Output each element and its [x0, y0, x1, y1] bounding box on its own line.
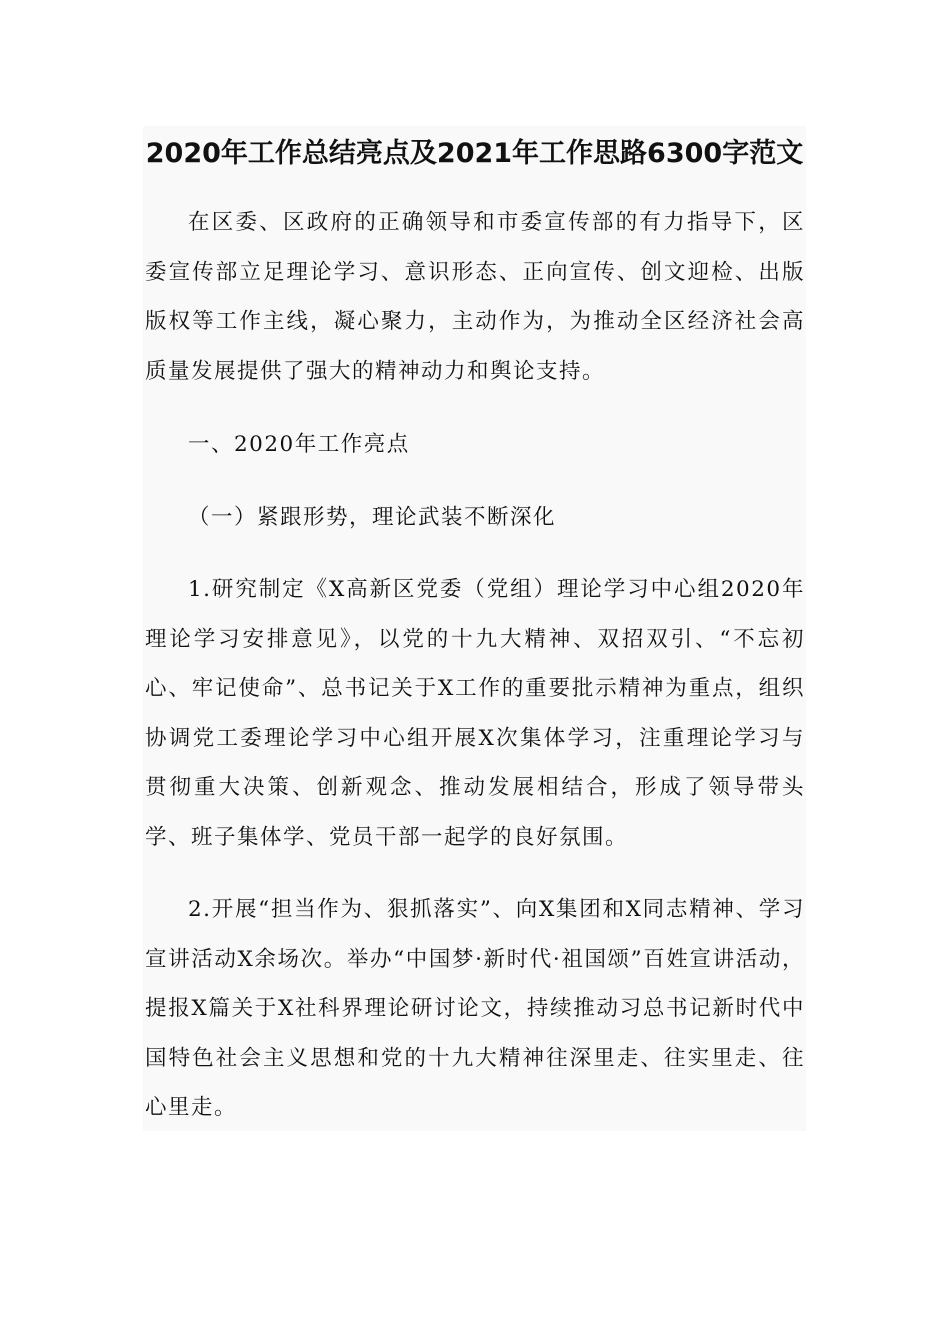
section-heading: 一、2020年工作亮点	[188, 432, 410, 457]
document-title: 2020年工作总结亮点及2021年工作思路6300字范文	[145, 138, 804, 169]
list-item-paragraph-2: 2.开展“担当作为、狠抓落实”、向X集团和X同志精神、学习宣讲活动X余场次。举办“中国梦·新时代·祖国颂”百姓宣讲活动，提报X篇关于X社科界理论研讨论文，持续推动习总书记新时代中国特色社会主义思想和党的十九大精神往深里走、往实里走、往心里走。	[145, 897, 805, 1120]
subsection-heading: （一）紧跟形势，理论武装不断深化	[188, 505, 557, 530]
intro-paragraph: 在区委、区政府的正确领导和市委宣传部的有力指导下，区委宣传部立足理论学习、意识形态、正向宣传、创文迎检、出版版权等工作主线，凝心聚力，主动作为，为推动全区经济社会高质量发展提供了强大的精神动力和舆论支持。	[145, 210, 805, 384]
list-item-paragraph-1: 1.研究制定《X高新区党委（党组）理论学习中心组2020年理论学习安排意见》，以党的十九大精神、双招双引、“不忘初心、牢记使命”、总书记关于X工作的重要批示精神为重点，组织协调党工委理论学习中心组开展X次集体学习，注重理论学习与贯彻重大决策、创新观念、推动发展相结合，形成了领导带头学、班子集体学、党员干部一起学的良好氛围。	[145, 577, 805, 850]
